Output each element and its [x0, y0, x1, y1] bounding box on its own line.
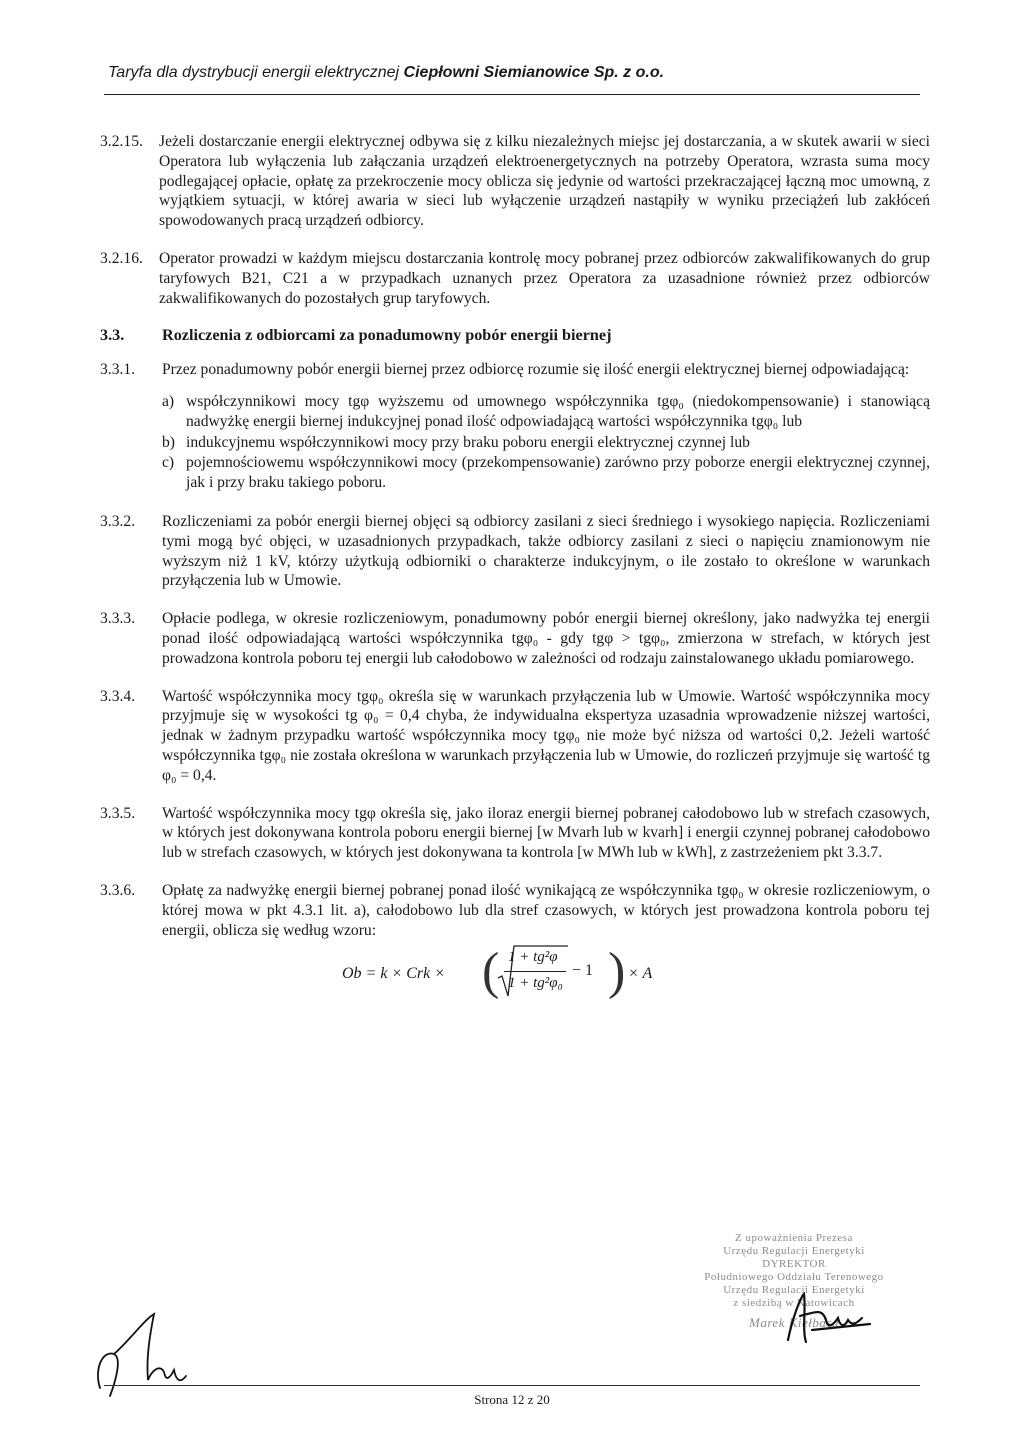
section-text: Rozliczeniami za pobór energii biernej objęci są odbiorcy zasilani z sieci średniego i wysokiego napięcia. Rozliczeniami tymi mogą być objęci, w uzasadnionych przypadkach, także odbiorcy zasilani z sieci o napięciu znamionowym nie wyższym niż 1 kV, którzy użytkują odbiorniki o charakterze indukcyjnym, o ile zostało to określone w warunkach przyłączenia lub w Umowie.: [162, 512, 930, 590]
fraction-bar: [504, 971, 566, 972]
formula-numerator: 1 + tg²φ: [508, 949, 558, 966]
header-title-prefix: Taryfa dla dystrybucji energii elektrycznej: [108, 64, 400, 81]
section-text: Wartość współczynnika mocy tgφ₀ określa się w warunkach przyłączenia lub w Umowie. Wartość współczynnika mocy przyjmuje się w wysokości tg φ₀ = 0,4 chyba, że indywidualna ekspertyza uzasadnia wprowadzenie niższej wartości, jednak w żadnym przypadku wartość współczynnika mocy tgφ₀ nie może być niższa od wartości 0,2. Jeżeli wartość współczynnika tgφ₀ nie została określona w warunkach przyłączenia lub w Umowie, do rozliczeń przyjmuje się wartość tg φ₀ = 0,4.: [162, 687, 930, 784]
stamp-line: z siedzibą w Katowicach: [733, 1297, 855, 1309]
section-number: 3.3.6.: [100, 881, 136, 899]
section-3-3-5: [100, 804, 930, 863]
page-header: [108, 64, 920, 82]
stamp-name: Marek Kiełbasa: [749, 1315, 839, 1330]
section-heading-3-3: [100, 326, 930, 346]
section-text: Jeżeli dostarczanie energii elektrycznej odbywa się z kilku niezależnych miejsc jej dostarczania, a w skutek awarii w sieci Operatora lub wyłączenia lub załączania urządzeń elektroenergetycznych na potrzeby Operatora, wzrasta suma mocy podlegającej opłacie, opłatę za przekroczenie mocy oblicza się jedynie od wartości przekraczającej łączną moc umowną, z wyjątkiem sytuacji, w której awaria w sieci lub wyłączenie urządzeń nastąpiły w wyniku przeciążeń lub zakłóceń spowodowanych pracą urządzeń odbiorcy.: [159, 133, 930, 230]
section-3-3-3: [100, 609, 930, 668]
list-item-label: c): [162, 454, 175, 472]
list-item: [162, 433, 930, 453]
list-item-label: b): [162, 433, 175, 451]
formula-denominator: 1 + tg²φ₀: [508, 975, 563, 992]
stamp-line: Urzędu Regulacji Energetyki: [723, 1245, 865, 1257]
section-number: 3.3.2.: [100, 512, 136, 530]
list-item: [162, 392, 930, 432]
formula-right: × A: [628, 965, 653, 983]
stamp-line: DYREKTOR: [762, 1258, 826, 1270]
section-3-3-4: [100, 687, 930, 786]
section-number: 3.3.4.: [100, 687, 136, 705]
heading-text: Rozliczenia z odbiorcami za ponadumowny pobór energii biernej: [162, 326, 612, 345]
formula-minus-one: − 1: [572, 962, 594, 980]
page-number: Strona 12 z 20: [474, 1392, 550, 1407]
heading-number: 3.3.: [100, 326, 125, 345]
signature-director-icon: [782, 1290, 872, 1346]
section-text: Opłatę za nadwyżkę energii biernej pobranej ponad ilość wynikającą ze współczynnika tgφ₀ w okresie rozliczeniowym, o której mowa w pkt 4.3.1 lit. a), całodobowo lub dla stref czasowych, w których jest prowadzona kontrola poboru tej energii, oblicza się według wzoru:: [162, 881, 930, 939]
section-number: 3.3.5.: [100, 804, 136, 822]
stamp-line: Z upoważnienia Prezesa: [735, 1232, 853, 1244]
section-3-2-15: [100, 132, 930, 231]
section-text: Opłacie podlega, w okresie rozliczeniowym, ponadumowny pobór energii biernej określony, jako nadwyżka tej energii ponad ilość odpowiadającą wartości współczynnika tgφ₀ - gdy tgφ > tgφ₀, zmierzona w strefach, w których jest prowadzona kontrola poboru tej energii lub całodobowo w zależności od rodzaju zainstalowanego układu pomiarowego.: [162, 610, 930, 667]
section-text: Operator prowadzi w każdym miejscu dostarczania kontrolę mocy pobranej przez odbiorców zakwalifikowanych do grup taryfowych B21, C21 a w przypadkach uznanych przez Operatora za uzasadnione również przez odbiorców zakwalifikowanych do pozostałych grup taryfowych.: [159, 249, 930, 307]
list-item: [162, 453, 930, 493]
section-number: 3.3.3.: [100, 610, 136, 628]
header-title-company: Ciepłowni Siemianowice Sp. z o.o.: [403, 64, 665, 81]
section-text: Wartość współczynnika mocy tgφ określa się, jako iloraz energii biernej pobranej całodobowo lub w strefach czasowych, w których jest dokonywana kontrola poboru energii biernej [w Mvarh lub w kvarh] i energii czynnej pobranej całodobowo lub w strefach czasowych, w których jest dokonywana ta kontrola [w MWh lub w kWh], z zastrzeżeniem pkt 3.3.7.: [162, 804, 930, 862]
formula-open-paren: (: [482, 943, 500, 1001]
footer-divider: [104, 1385, 920, 1386]
document-body: [100, 132, 930, 1006]
stamp-line: Południowego Oddziału Terenowego: [704, 1271, 884, 1283]
section-number: 3.2.15.: [100, 133, 143, 150]
formula-left: Ob = k × Crk ×: [342, 965, 446, 983]
section-3-3-2: [100, 512, 930, 591]
criteria-list: [162, 392, 930, 493]
section-3-3-6: [100, 881, 930, 940]
header-divider: [104, 94, 920, 95]
section-3-3-1: [100, 360, 930, 494]
section-number: 3.2.16.: [100, 249, 143, 267]
list-item-text: pojemnościowemu współczynnikowi mocy (przekompensowanie) zarówno przy poborze energii elektrycznej czynnej, jak i przy braku takiego poboru.: [186, 454, 930, 492]
section-body: [162, 360, 930, 494]
reactive-energy-formula: [100, 944, 930, 1006]
section-number: 3.3.1.: [100, 361, 136, 379]
signature-icon: [90, 1310, 190, 1402]
list-item-label: a): [162, 392, 175, 410]
formula-close-paren: ): [608, 943, 626, 1001]
list-item-text: indukcyjnemu współczynnikowi mocy przy braku poboru energii elektrycznej czynnej lub: [186, 433, 750, 451]
stamp-line: Urzędu Regulacji Energetyki: [723, 1284, 865, 1296]
section-text: Przez ponadumowny pobór energii biernej przez odbiorcę rozumie się ilość energii elektrycznej biernej odpowiadającą:: [162, 361, 910, 379]
list-item-text: współczynnikowi mocy tgφ wyższemu od umownego współczynnika tgφ₀ (niedokompensowanie) i stanowiącą nadwyżkę energii biernej indukcyjnej ponad ilość odpowiadającą wartości współczynnika tgφ₀ lub: [186, 392, 930, 430]
section-3-2-16: [100, 249, 930, 308]
